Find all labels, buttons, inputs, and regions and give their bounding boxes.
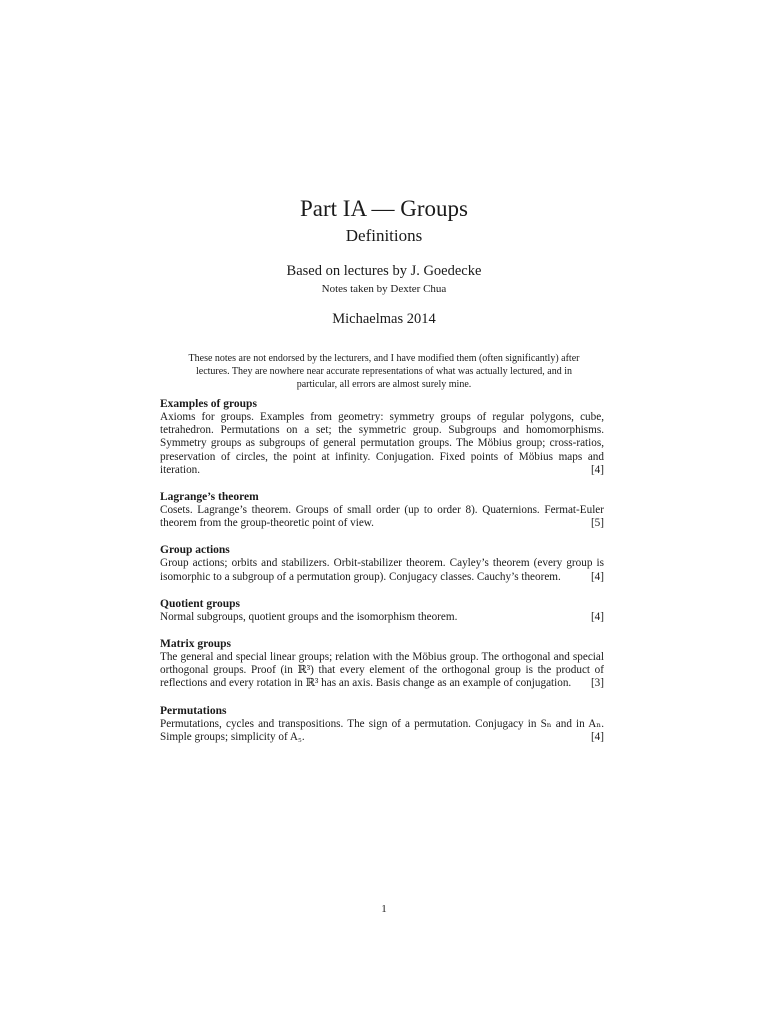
- document-title: Part IA — Groups: [299, 196, 469, 221]
- syllabus-section-permutations: [160, 704, 604, 744]
- section-body: [160, 504, 604, 530]
- section-text: Cosets. Lagrange’s theorem. Groups of small order (up to order 8). Quaternions. Fermat-Euler theorem from the group-theoretic point of view.: [160, 504, 604, 530]
- notes-author: Notes taken by Dexter Chua: [321, 283, 447, 295]
- lecture-count: [4]: [590, 730, 604, 743]
- section-text: Normal subgroups, quotient groups and the isomorphism theorem.: [160, 610, 458, 623]
- syllabus-section-examples-of-groups: [160, 397, 604, 477]
- lecture-count: [4]: [590, 610, 604, 623]
- syllabus-section-group-actions: [160, 543, 604, 583]
- section-heading: Quotient groups: [160, 597, 240, 610]
- section-body: [160, 611, 604, 624]
- term-date: Michaelmas 2014: [332, 311, 436, 327]
- section-text: Group actions; orbits and stabilizers. Orbit-stabilizer theorem. Cayley’s theorem (every group is isomorphic to a subgroup of a permutation group). Conjugacy classes. Cauchy’s theorem.: [160, 557, 604, 583]
- section-heading: Examples of groups: [160, 398, 257, 410]
- section-heading: Group actions: [160, 544, 230, 557]
- syllabus-section-lagranges-theorem: [160, 490, 604, 530]
- lecture-count: [3]: [590, 677, 604, 690]
- lecture-count: [5]: [590, 517, 604, 530]
- section-body: [160, 557, 604, 583]
- syllabus-section-matrix-groups: [160, 637, 604, 691]
- section-heading: Lagrange’s theorem: [160, 491, 259, 504]
- disclaimer: These notes are not endorsed by the lecturers, and I have modified them (often significantly) after lectures. They are nowhere near accurate representations of what was actually lectured, and in particular, all errors are almost surely mine.: [188, 353, 580, 390]
- syllabus: [160, 397, 604, 757]
- section-text: Permutations, cycles and transpositions. The sign of a permutation. Conjugacy in Sₙ and in Aₙ. Simple groups; simplicity of A₅.: [160, 717, 604, 743]
- section-heading: Matrix groups: [160, 638, 232, 651]
- section-text: The general and special linear groups; relation with the Möbius group. The orthogonal and special orthogonal groups. Proof (in ℝ³) that every element of the orthogonal group is the product of reflections and every rotation in ℝ³ has an axis. Basis change as an example of conjugation.: [160, 651, 604, 690]
- lecturer-credit: Based on lectures by J. Goedecke: [286, 263, 482, 279]
- syllabus-section-quotient-groups: [160, 597, 604, 624]
- page-number: 1: [381, 903, 387, 915]
- section-body: [160, 411, 604, 477]
- lecture-count: [4]: [590, 463, 604, 476]
- document-subtitle: Definitions: [345, 226, 423, 245]
- section-body: [160, 718, 604, 744]
- lecture-count: [4]: [590, 570, 604, 583]
- section-body: [160, 651, 604, 691]
- section-text: Axioms for groups. Examples from geometry: symmetry groups of regular polygons, cube, tetrahedron. Permutations on a set; the symmetric group. Subgroups and homomorphisms. Symmetry groups as subgroups of general permutation groups. The Möbius group; cross-ratios, preservation of circles, the point at infinity. Conjugation. Fixed points of Möbius maps and iteration.: [160, 411, 604, 476]
- title-block: [0, 196, 768, 328]
- section-heading: Permutations: [160, 704, 227, 717]
